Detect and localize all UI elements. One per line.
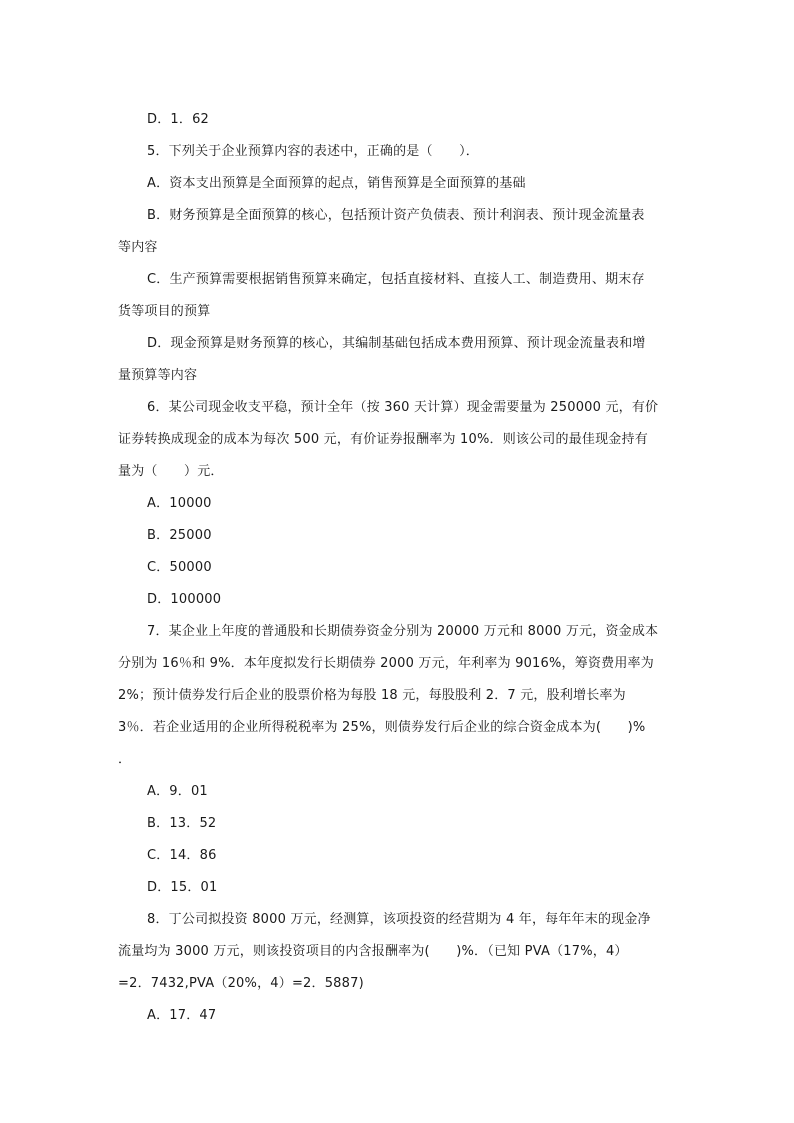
q7-option-d: D．15．01 <box>147 880 218 895</box>
q6-option-a: A．10000 <box>147 496 212 511</box>
q6-option-c: C．50000 <box>147 560 212 575</box>
q6-option-b: B．25000 <box>147 528 212 543</box>
q6-stem: 6．某公司现金收支平稳，预计全年（按 360 天计算）现金需要量为 250000 元，有价 <box>147 400 659 415</box>
q7-stem-cont-3: 3％．若企业适用的企业所得税税率为 25%，则债券发行后企业的综合资金成本为( )% <box>118 720 646 735</box>
q6-stem-cont-2: 量为（ ）元． <box>118 464 224 479</box>
q5-option-d: D．现金预算是财务预算的核心，其编制基础包括成本费用预算、预计现金流量表和增 <box>147 336 646 351</box>
q7-stem-cont-2: 2%；预计债券发行后企业的股票价格为每股 18 元，每股股利 2．7 元，股利增长率为 <box>118 688 626 703</box>
q6-stem-cont-1: 证券转换成现金的成本为每次 500 元，有价证券报酬率为 10%．则该公司的最佳现金持有 <box>118 432 648 447</box>
q5-stem: 5．下列关于企业预算内容的表述中，正确的是（ ）． <box>147 144 479 159</box>
q7-stem-cont-1: 分别为 16％和 9%．本年度拟发行长期债券 2000 万元，年利率为 9016%，筹资费用率为 <box>118 656 654 671</box>
q8-option-a: A．17．47 <box>147 1008 217 1023</box>
q5-option-b: B．财务预算是全面预算的核心，包括预计资产负债表、预计利润表、预计现金流量表 <box>147 208 645 223</box>
q4-option-d: D．1．62 <box>147 112 210 127</box>
q7-option-c: C．14．86 <box>147 848 217 863</box>
q7-stem: 7．某企业上年度的普通股和长期债券资金分别为 20000 万元和 8000 万元，资金成本 <box>147 624 659 639</box>
q5-option-b-cont: 等内容 <box>118 240 158 255</box>
q8-stem-cont-2: =2．7432,PVA（20%，4）=2．5887) <box>118 976 364 991</box>
q5-option-d-cont: 量预算等内容 <box>118 368 198 383</box>
q8-stem: 8．丁公司拟投资 8000 万元，经测算，该项投资的经营期为 4 年，每年年末的现金净 <box>147 912 651 927</box>
q5-option-c-cont: 货等项目的预算 <box>118 304 211 319</box>
q7-option-b: B．13．52 <box>147 816 217 831</box>
q7-stem-cont-4: ． <box>118 752 132 767</box>
q6-option-d: D．100000 <box>147 592 222 607</box>
q5-option-a: A．资本支出预算是全面预算的起点，销售预算是全面预算的基础 <box>147 176 526 191</box>
q7-option-a: A．9．01 <box>147 784 208 799</box>
document-page <box>118 104 678 1032</box>
q5-option-c: C．生产预算需要根据销售预算来确定，包括直接材料、直接人工、制造费用、期末存 <box>147 272 645 287</box>
q8-stem-cont-1: 流量均为 3000 万元，则该投资项目的内含报酬率为( )%．（已知 PVA（17%，4） <box>118 944 628 959</box>
